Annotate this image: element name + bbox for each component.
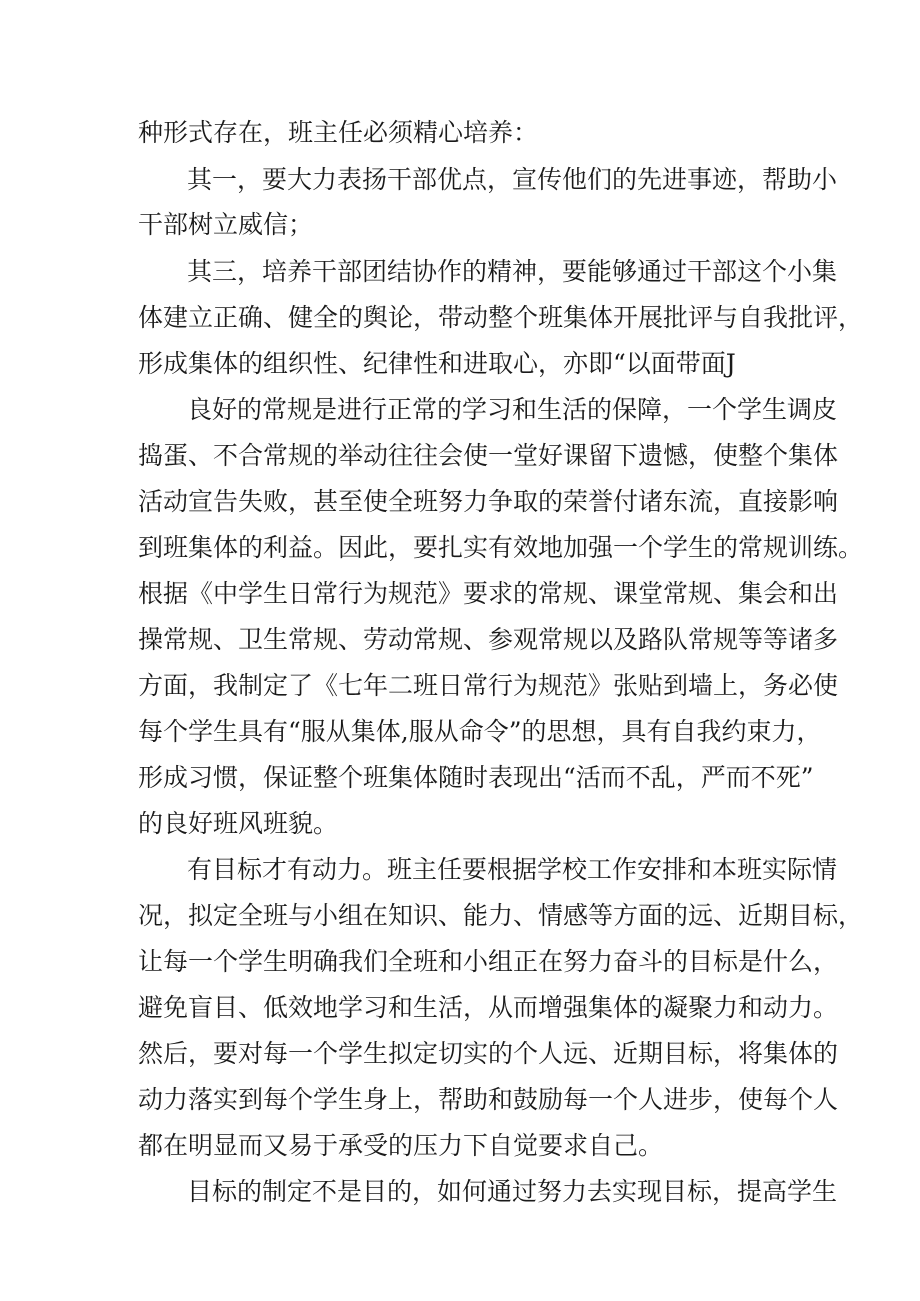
text-line: 体建立正确、健全的舆论，带动整个班集体开展批评与自我批评， — [138, 303, 864, 332]
text-line: 避免盲目、低效地学习和生活，从而增强集体的凝聚力和动力。 — [138, 993, 839, 1022]
text-line: 目标的制定不是目的，如何通过努力去实现目标，提高学生 — [187, 1177, 838, 1206]
text-line: 形成习惯，保证整个班集体随时表现出“活而不乱，严而不死” — [138, 763, 814, 792]
text-line: 其三，培养干部团结协作的精神，要能够通过干部这个小集 — [187, 257, 838, 286]
text-line: 方面，我制定了《七年二班日常行为规范》张贴到墙上，务必使 — [138, 671, 839, 700]
text-line: 捣蛋、不合常规的举动往往会使一堂好课留下遗憾，使整个集体 — [138, 441, 839, 470]
text-line: 况，拟定全班与小组在知识、能力、情感等方面的远、近期目标， — [138, 901, 864, 930]
text-line: 操常规、卫生常规、劳动常规、参观常规以及路队常规等等诸多 — [138, 625, 839, 654]
text-line: 根据《中学生日常行为规范》要求的常规、课堂常规、集会和出 — [138, 579, 839, 608]
text-line: 的良好班风班貌。 — [138, 809, 339, 838]
text-line: 种形式存在，班主任必须精心培养： — [138, 118, 539, 147]
text-line: 都在明显而又易于承受的压力下自觉要求自己。 — [138, 1131, 664, 1160]
text-line: 让每一个学生明确我们全班和小组正在努力奋斗的目标是什么， — [138, 947, 839, 976]
text-line: 然后，要对每一个学生拟定切实的个人远、近期目标，将集体的 — [138, 1039, 839, 1068]
text-line: 有目标才有动力。班主任要根据学校工作安排和本班实际情 — [187, 855, 838, 884]
text-line: 其一，要大力表扬干部优点，宣传他们的先进事迹，帮助小 — [187, 165, 838, 194]
text-line: 每个学生具有“服从集体,服从命令”的思想，具有自我约束力， — [138, 717, 822, 746]
text-line: 到班集体的利益。因此，要扎实有效地加强一个学生的常规训练。 — [138, 533, 864, 562]
text-line: 动力落实到每个学生身上，帮助和鼓励每一个人进步，使每个人 — [138, 1085, 839, 1114]
text-line: 活动宣告失败，甚至使全班努力争取的荣誉付诸东流，直接影响 — [138, 487, 839, 516]
text-line: 干部树立威信； — [138, 210, 314, 239]
text-line: 形成集体的组织性、纪律性和进取心，亦即“以面带面J — [138, 349, 736, 378]
text-line: 良好的常规是进行正常的学习和生活的保障，一个学生调皮 — [187, 395, 838, 424]
